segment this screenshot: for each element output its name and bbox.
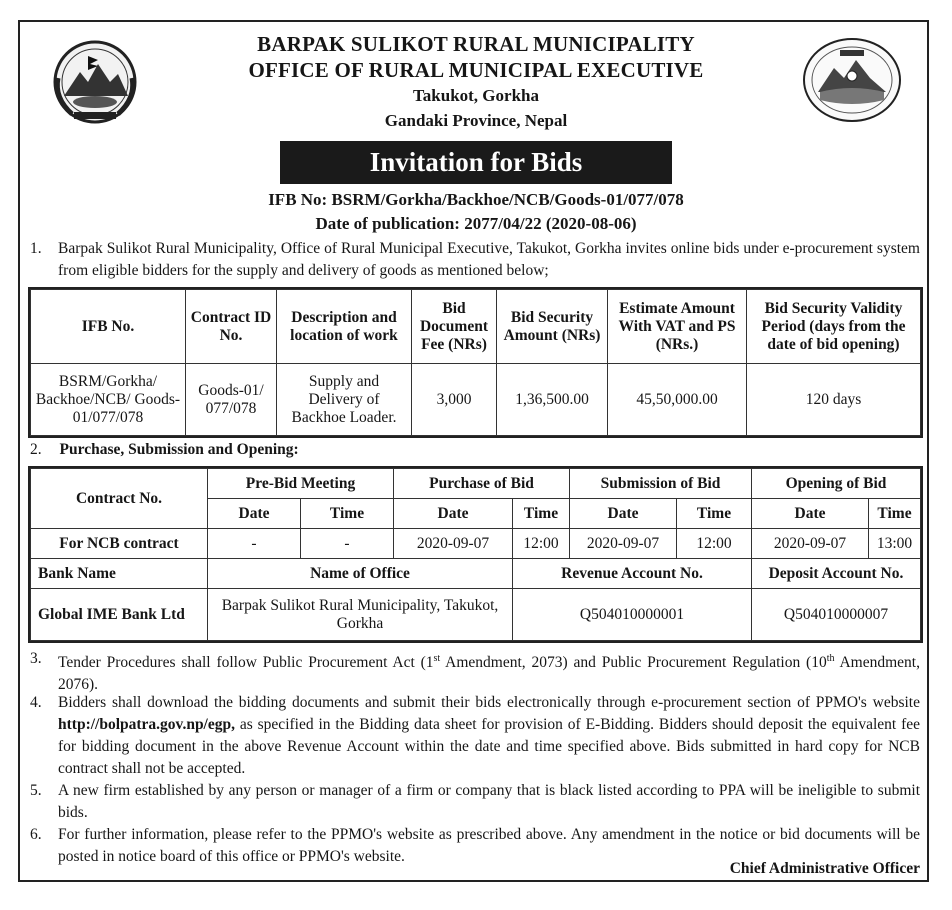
ppmo-website-link[interactable]: http://bolpatra.gov.np/egp, (58, 716, 235, 733)
location-line: Takukot, Gorkha (413, 86, 539, 105)
date-header: Date (752, 499, 869, 529)
column-header: Estimate Amount With VAT and PS (NRs.) (608, 290, 747, 364)
ifb-number: IFB No: BSRM/Gorkha/Backhoe/NCB/Goods-01/077/078 (268, 190, 684, 209)
time-header: Time (513, 499, 570, 529)
paragraph-number: 6. (30, 826, 42, 843)
office-name-cell: Barpak Sulikot Rural Municipality, Takukot, Gorkha (208, 589, 513, 641)
text-part: Tender Procedures shall follow Public Procurement Act (1 (58, 654, 434, 672)
paragraph-text: Barpak Sulikot Rural Municipality, Office of Rural Municipal Executive, Takukot, Gorkha invites online bids under e-procurement system from eligible bidders for the supply and delivery of goods as mentioned below; (58, 240, 920, 279)
ifb-details-table (30, 289, 921, 436)
table-cell: 2020-09-07 (394, 529, 513, 559)
group-header: Pre-Bid Meeting (208, 469, 394, 499)
deposit-account-no: Q504010000007 (752, 589, 921, 641)
table-cell: 2020-09-07 (570, 529, 677, 559)
text-part: Amendment, 2073) and Public Procurement Regulation (10 (440, 654, 827, 672)
paragraph-number: 4. (30, 694, 42, 711)
bank-row (31, 589, 921, 641)
signature-title: Chief Administrative Officer (729, 860, 920, 877)
column-header: Bid Security Validity Period (days from the date of bid opening) (747, 290, 921, 364)
paragraph-4 (30, 692, 920, 780)
table-cell: 45,50,000.00 (608, 364, 747, 436)
table-cell: Goods-01/ 077/078 (186, 364, 277, 436)
table-header-row (31, 290, 921, 364)
paragraph-text: A new firm established by any person or manager of a firm or company that is black listed according to PPA will be ineligible to submit bids. (58, 782, 920, 821)
column-header: IFB No. (31, 290, 186, 364)
table-cell: - (301, 529, 394, 559)
office-name-header: Name of Office (208, 559, 513, 589)
group-header: Submission of Bid (570, 469, 752, 499)
schedule-table (30, 468, 921, 641)
paragraph-3 (30, 648, 920, 696)
invitation-banner: Invitation for Bids (280, 141, 672, 184)
municipality-name: BARPAK SULIKOT RURAL MUNICIPALITY (257, 32, 695, 56)
table-cell: - (208, 529, 301, 559)
paragraph-number: 3. (30, 650, 42, 667)
time-header: Time (677, 499, 752, 529)
paragraph-text (58, 692, 920, 780)
table-cell: 3,000 (412, 364, 497, 436)
bank-name: Global IME Bank Ltd (31, 589, 208, 641)
table-cell: 12:00 (677, 529, 752, 559)
office-name: OFFICE OF RURAL MUNICIPAL EXECUTIVE (248, 58, 704, 82)
table-row (31, 529, 921, 559)
group-header: Purchase of Bid (394, 469, 570, 499)
superscript: st (433, 653, 441, 664)
paragraph-number: 5. (30, 782, 42, 799)
revenue-account-header: Revenue Account No. (513, 559, 752, 589)
table-cell: Supply and Delivery of Backhoe Loader. (277, 364, 412, 436)
column-header: Bid Security Amount (NRs) (497, 290, 608, 364)
table-header-row (31, 469, 921, 499)
table-cell: 13:00 (869, 529, 921, 559)
section-2-heading (30, 441, 299, 459)
paragraph-number: 2. (30, 441, 42, 458)
table-cell: BSRM/Gorkha/ Backhoe/NCB/ Goods-01/077/078 (31, 364, 186, 436)
revenue-account-no: Q504010000001 (513, 589, 752, 641)
date-header: Date (208, 499, 301, 529)
bank-name-header: Bank Name (31, 559, 208, 589)
column-header: Description and location of work (277, 290, 412, 364)
superscript: th (826, 653, 835, 664)
time-header: Time (869, 499, 921, 529)
date-header: Date (394, 499, 513, 529)
column-header: Bid Document Fee (NRs) (412, 290, 497, 364)
paragraph-number: 1. (30, 240, 42, 257)
date-header: Date (570, 499, 677, 529)
paragraph-5 (30, 780, 920, 824)
bank-header-row (31, 559, 921, 589)
publication-date: Date of publication: 2077/04/22 (2020-08-06) (315, 214, 637, 233)
section-title: Purchase, Submission and Opening: (59, 441, 299, 458)
paragraph-text (58, 648, 920, 696)
group-header: Opening of Bid (752, 469, 921, 499)
table-row (31, 364, 921, 436)
table-cell: 120 days (747, 364, 921, 436)
table-cell: 12:00 (513, 529, 570, 559)
table-cell: 1,36,500.00 (497, 364, 608, 436)
time-header: Time (301, 499, 394, 529)
text-part: as specified in the Bidding data sheet for provision of E-Bidding. Bidders should deposit the equivalent fee for bidding document in the above Revenue Account within the date and time specified above. Bids submitted in hard copy for NCB contract shall not be accepted. (58, 716, 920, 777)
text-part: Bidders shall download the bidding documents and submit their bids electronically through e-procurement section of PPMO's website (58, 694, 920, 711)
column-header: Contract ID No. (186, 290, 277, 364)
province-line: Gandaki Province, Nepal (384, 111, 568, 130)
deposit-account-header: Deposit Account No. (752, 559, 921, 589)
paragraph-text: For further information, please refer to the PPMO's website as prescribed above. Any amendment in the notice or bid documents will be posted in notice board of this office or PPMO's website. (58, 826, 920, 865)
text-part: Amendment, 2076). (58, 654, 920, 694)
table-cell: 2020-09-07 (752, 529, 869, 559)
contract-no-header: Contract No. (31, 469, 208, 529)
paragraph-1 (30, 238, 920, 282)
row-label: For NCB contract (31, 529, 208, 559)
